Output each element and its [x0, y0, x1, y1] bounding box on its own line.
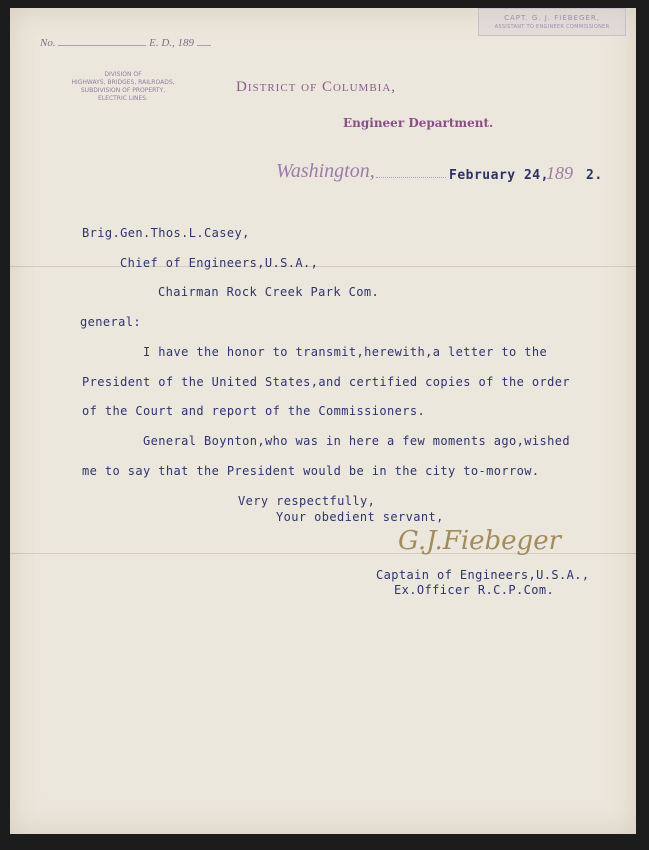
- officer-stamp: [478, 8, 626, 36]
- division-line: DIVISION OF: [104, 71, 142, 78]
- letter-sheet: [10, 8, 636, 834]
- stamp-title: ASSISTANT TO ENGINEER COMMISSIONER: [494, 24, 610, 30]
- printed-year: 189: [546, 163, 573, 183]
- date-dash: [376, 177, 446, 178]
- division-line: HIGHWAYS, BRIDGES, RAILROADS,: [71, 79, 175, 86]
- division-block: [58, 71, 188, 103]
- ed-label: E. D., 189: [149, 37, 195, 49]
- division-line: SUBDIVISION OF PROPERTY,: [80, 87, 166, 94]
- body-line: me to say that the President would be in the city to-morrow.: [82, 464, 540, 478]
- recipient-line: Chief of Engineers,U.S.A.,: [120, 256, 319, 270]
- body-line: I have the honor to transmit,herewith,a letter to the: [143, 345, 548, 359]
- department-heading: Engineer Department.: [343, 116, 494, 130]
- closing-line: Your obedient servant,: [276, 510, 444, 524]
- salutation: general:: [80, 315, 141, 329]
- district-heading: District of Columbia,: [236, 79, 397, 95]
- recipient-line: Chairman Rock Creek Park Com.: [158, 285, 380, 299]
- closing-line: Very respectfully,: [238, 494, 376, 508]
- ed-dash: [197, 45, 211, 46]
- body-line: President of the United States,and certified copies of the order: [82, 375, 570, 389]
- division-line: ELECTRIC LINES.: [98, 95, 148, 102]
- signer-line: Ex.Officer R.C.P.Com.: [394, 583, 555, 597]
- letter-date: February 24,: [449, 168, 549, 183]
- recipient-line: Brig.Gen.Thos.L.Casey,: [82, 226, 250, 240]
- no-label: No.: [40, 37, 56, 49]
- body-line: of the Court and report of the Commissioners.: [82, 404, 426, 418]
- handwritten-signature: G.J.Fiebeger: [398, 526, 562, 556]
- place-name: Washington,: [276, 160, 375, 182]
- file-number-line: [40, 37, 211, 49]
- stamp-name: CAPT. G. J. FIEBEGER,: [504, 14, 600, 22]
- fold-line: [10, 266, 636, 267]
- signer-line: Captain of Engineers,U.S.A.,: [376, 568, 590, 582]
- body-line: General Boynton,who was in here a few moments ago,wished: [143, 434, 570, 448]
- typed-year: 2.: [586, 168, 603, 183]
- no-dash: [58, 45, 146, 46]
